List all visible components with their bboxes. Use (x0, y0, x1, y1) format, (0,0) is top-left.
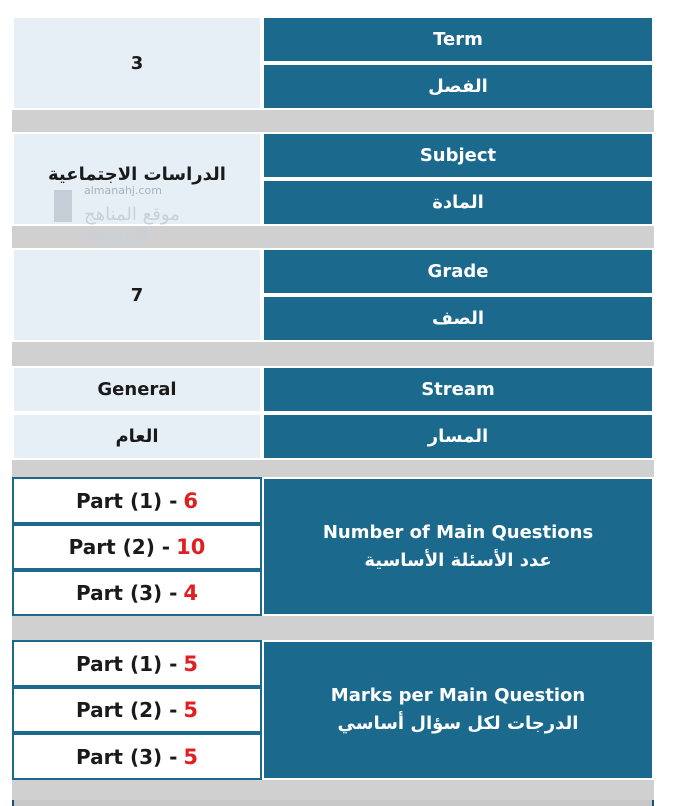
stream-label-en (262, 366, 654, 413)
marks-part-3-label: Part (3) - (75, 744, 178, 769)
grade-label-ar (262, 295, 654, 342)
marks-label (262, 640, 654, 780)
subject-label-ar-text: المادة (432, 192, 484, 213)
questions-part-3-value: 4 (183, 581, 199, 605)
separator (12, 110, 654, 132)
grade-label-en (262, 248, 654, 295)
separator (12, 460, 654, 477)
marks-part-1 (12, 640, 262, 687)
separator (12, 342, 654, 366)
stream-label-ar-text: المسار (427, 426, 489, 447)
questions-part-1-label: Part (1) - (75, 488, 178, 513)
stream-value-ar (12, 413, 262, 460)
questions-part-2 (12, 524, 262, 570)
questions-part-3 (12, 570, 262, 616)
questions-label-ar: عدد الأسئلة الأساسية (364, 549, 552, 571)
subject-value-text: الدراسات الاجتماعية (48, 164, 226, 185)
marks-part-3-value: 5 (183, 744, 199, 769)
stream-value-en-text: General (97, 379, 177, 400)
subject-label-en-text: Subject (419, 145, 497, 166)
grade-label-en-text: Grade (427, 261, 489, 282)
questions-label-en: Number of Main Questions (322, 521, 594, 543)
separator (12, 616, 654, 640)
questions-label (262, 477, 654, 616)
questions-part-1-value: 6 (183, 488, 199, 513)
term-label-en-text: Term (433, 29, 483, 50)
watermark-text: موقع المناهج الإماراتية (84, 204, 180, 246)
marks-label-en: Marks per Main Question (330, 685, 586, 706)
subject-value (12, 132, 262, 226)
separator (12, 226, 654, 248)
grade-value (12, 248, 262, 342)
marks-part-1-label: Part (1) - (75, 651, 178, 676)
watermark-site: almanahj.com (84, 184, 162, 197)
stream-label-en-text: Stream (421, 379, 495, 400)
marks-label-ar: الدرجات لكل سؤال أساسي (337, 713, 579, 734)
marks-part-3 (12, 733, 262, 780)
marks-part-1-value: 5 (183, 651, 199, 676)
grade-value-text: 7 (130, 284, 144, 306)
questions-part-2-label: Part (2) - (68, 535, 171, 559)
separator (12, 780, 654, 800)
questions-part-1 (12, 477, 262, 524)
marks-part-2-value: 5 (183, 698, 199, 722)
subject-label-ar (262, 179, 654, 226)
marks-part-2-label: Part (2) - (75, 698, 178, 722)
questions-part-2-value: 10 (176, 535, 206, 559)
term-value-text: 3 (130, 52, 144, 74)
questions-part-3-label: Part (3) - (75, 581, 178, 605)
subject-label-en (262, 132, 654, 179)
grade-label-ar-text: الصف (431, 308, 485, 329)
term-value (12, 16, 262, 110)
stream-value-ar-text: العام (115, 426, 159, 447)
term-label-ar-text: الفصل (428, 76, 488, 97)
term-label-ar (262, 63, 654, 110)
marks-part-2 (12, 687, 262, 733)
term-label-en (262, 16, 654, 63)
stream-value-en (12, 366, 262, 413)
stream-label-ar (262, 413, 654, 460)
